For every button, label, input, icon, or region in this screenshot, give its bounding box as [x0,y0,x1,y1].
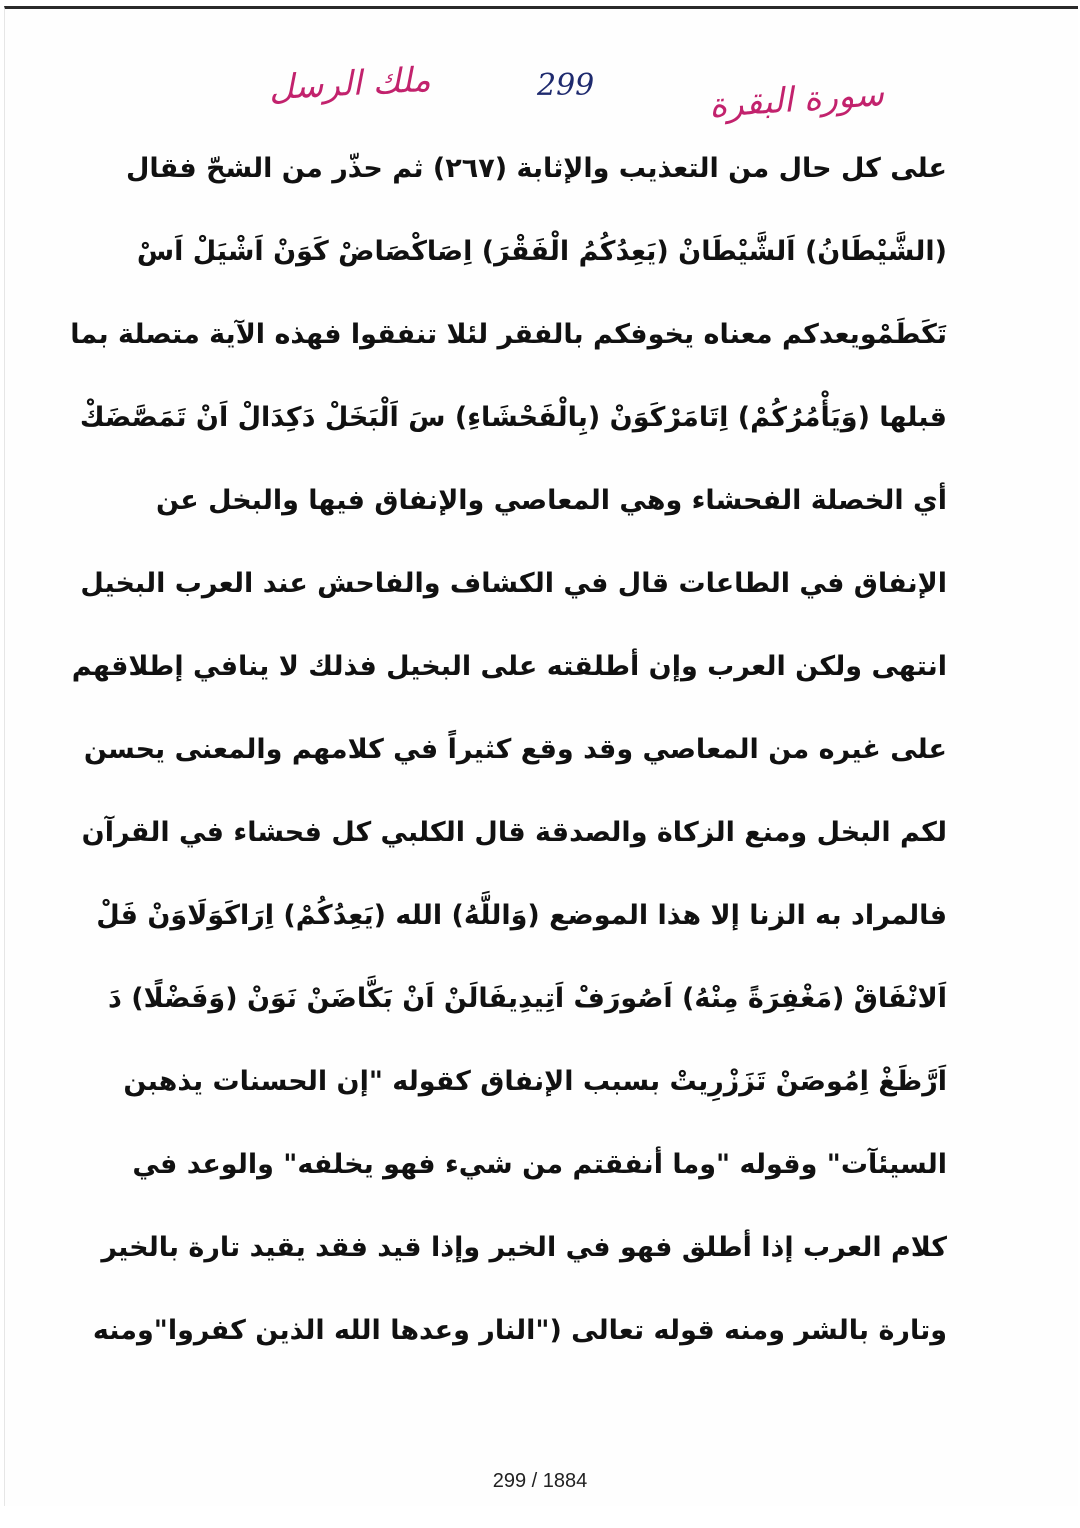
text-line: السيئآت" وقوله "وما أنفقتم من شيء فهو يخلفه" والوعد في [132,1149,947,1180]
text-line: قبلها (وَيَأْمُرُكُمْ) اِتَامَرْكَوَنْ (بِالْفَحْشَاءِ) سَ اَلْبَخَلْ دَكِدَالْ اَنْ تَمَصَّضَكْ [79,402,947,433]
text-line: اَرَّظَغْ اِمُوصَنْ تَزَزْرِيتْ بسبب الإنفاق كقوله "إن الحسنات يذهبن [123,1066,947,1097]
text-line: الإنفاق في الطاعات قال في الكشاف والفاحش عند العرب البخيل [80,568,947,599]
text-line: اَلانْفَاقْ (مَغْفِرَةً مِنْهُ) اَصُورَفْ اَتِيدِيفَالَنْ اَنْ بَكَّاضَنْ نَوَنْ (وَفَضْلًا) دَ [108,983,947,1014]
text-line: وتارة بالشر ومنه قوله تعالى ("النار وعدها الله الذين كفروا"ومنه [92,1315,947,1346]
text-line: كلام العرب إذا أطلق فهو في الخير وإذا قيد فقد يقيد تارة بالخير [101,1232,947,1263]
text-line: فالمراد به الزنا إلا هذا الموضع (وَاللَّهُ) الله (يَعِدُكُمْ) اِرَاكَوَلَاوَنْ فَلْ [96,900,947,931]
text-line: على غيره من المعاصي وقد وقع كثيراً في كلامهم والمعنى يحسن [83,734,947,765]
handwritten-header-left: ملك الرسل [268,59,432,109]
text-line: (الشَّيْطَانُ) اَلشَّيْطَانْ (يَعِدُكُمُ الْفَقْرَ) اِصَاكْصَاضْ كَوَنْ اَشْيَلْ اَسْ [136,236,947,267]
page-body-text [70,127,947,1372]
handwritten-page-number: 299 [537,68,595,103]
text-line: على كل حال من التعذيب والإثابة (٢٦٧) ثم حذّر من الشحّ فقال [126,153,947,184]
scanned-page [4,6,1078,1506]
text-line: انتهى ولكن العرب وإن أطلقته على البخيل فذلك لا ينافي إطلاقهم [71,651,947,682]
page-indicator: 299 / 1884 [492,1470,588,1492]
text-line: تَكَطَمْويعدكم معناه يخوفكم بالفقر لئلا تنفقوا فهذه الآية متصلة بما [70,319,947,350]
handwritten-header-right: سورة البقرة [707,73,886,127]
text-line: لكم البخل ومنع الزكاة والصدقة قال الكلبي كل فحشاء في القرآن [81,817,947,848]
text-line: أي الخصلة الفحشاء وهي المعاصي والإنفاق فيها والبخل عن [155,485,947,516]
